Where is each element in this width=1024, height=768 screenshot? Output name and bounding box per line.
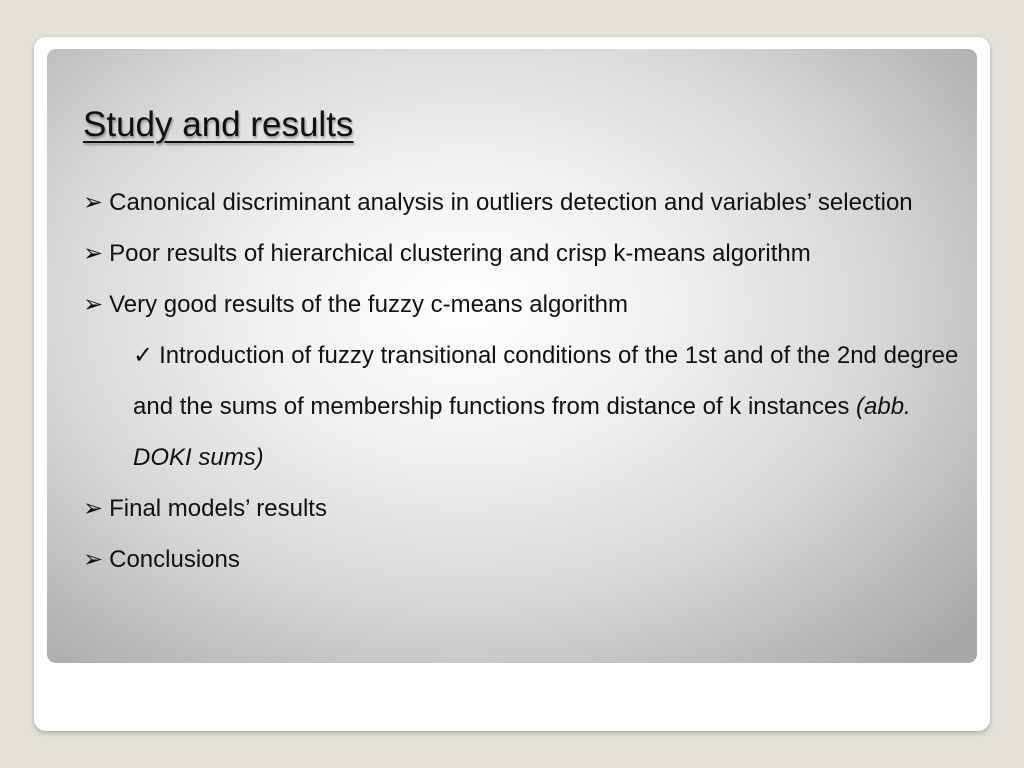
slide-title: Study and results <box>83 105 354 144</box>
bullet-text: Final models’ results <box>109 495 327 522</box>
bullet-item <box>83 228 968 279</box>
content-panel <box>47 49 977 663</box>
arrowhead-bullet-icon: ➢ <box>83 495 104 522</box>
bullet-item <box>83 483 968 534</box>
bullet-item <box>83 534 968 585</box>
bullet-item <box>83 177 968 228</box>
slide-card <box>34 37 990 731</box>
arrowhead-bullet-icon: ➢ <box>83 546 104 573</box>
bullet-item <box>83 279 968 330</box>
bullet-text: Canonical discriminant analysis in outliers detection and variables’ selection <box>109 189 913 216</box>
bullet-text: Poor results of hierarchical clustering and crisp k-means algorithm <box>109 240 811 267</box>
arrowhead-bullet-icon: ➢ <box>83 189 104 216</box>
bullet-text: Very good results of the fuzzy c-means algorithm <box>109 291 629 318</box>
arrowhead-bullet-icon: ➢ <box>83 240 104 267</box>
sub-bullet-abbreviation: (abb. DOKI sums) <box>133 393 911 471</box>
checkmark-bullet-icon: ✓ <box>133 342 154 369</box>
bullet-text: Conclusions <box>109 546 240 573</box>
bullet-list <box>83 177 968 585</box>
sub-bullet-text: Introduction of fuzzy transitional conditions of the 1st and of the 2nd degree and the sums of membership functions from distance of k instances <box>133 342 959 420</box>
arrowhead-bullet-icon: ➢ <box>83 291 104 318</box>
sub-bullet-item <box>83 330 968 483</box>
